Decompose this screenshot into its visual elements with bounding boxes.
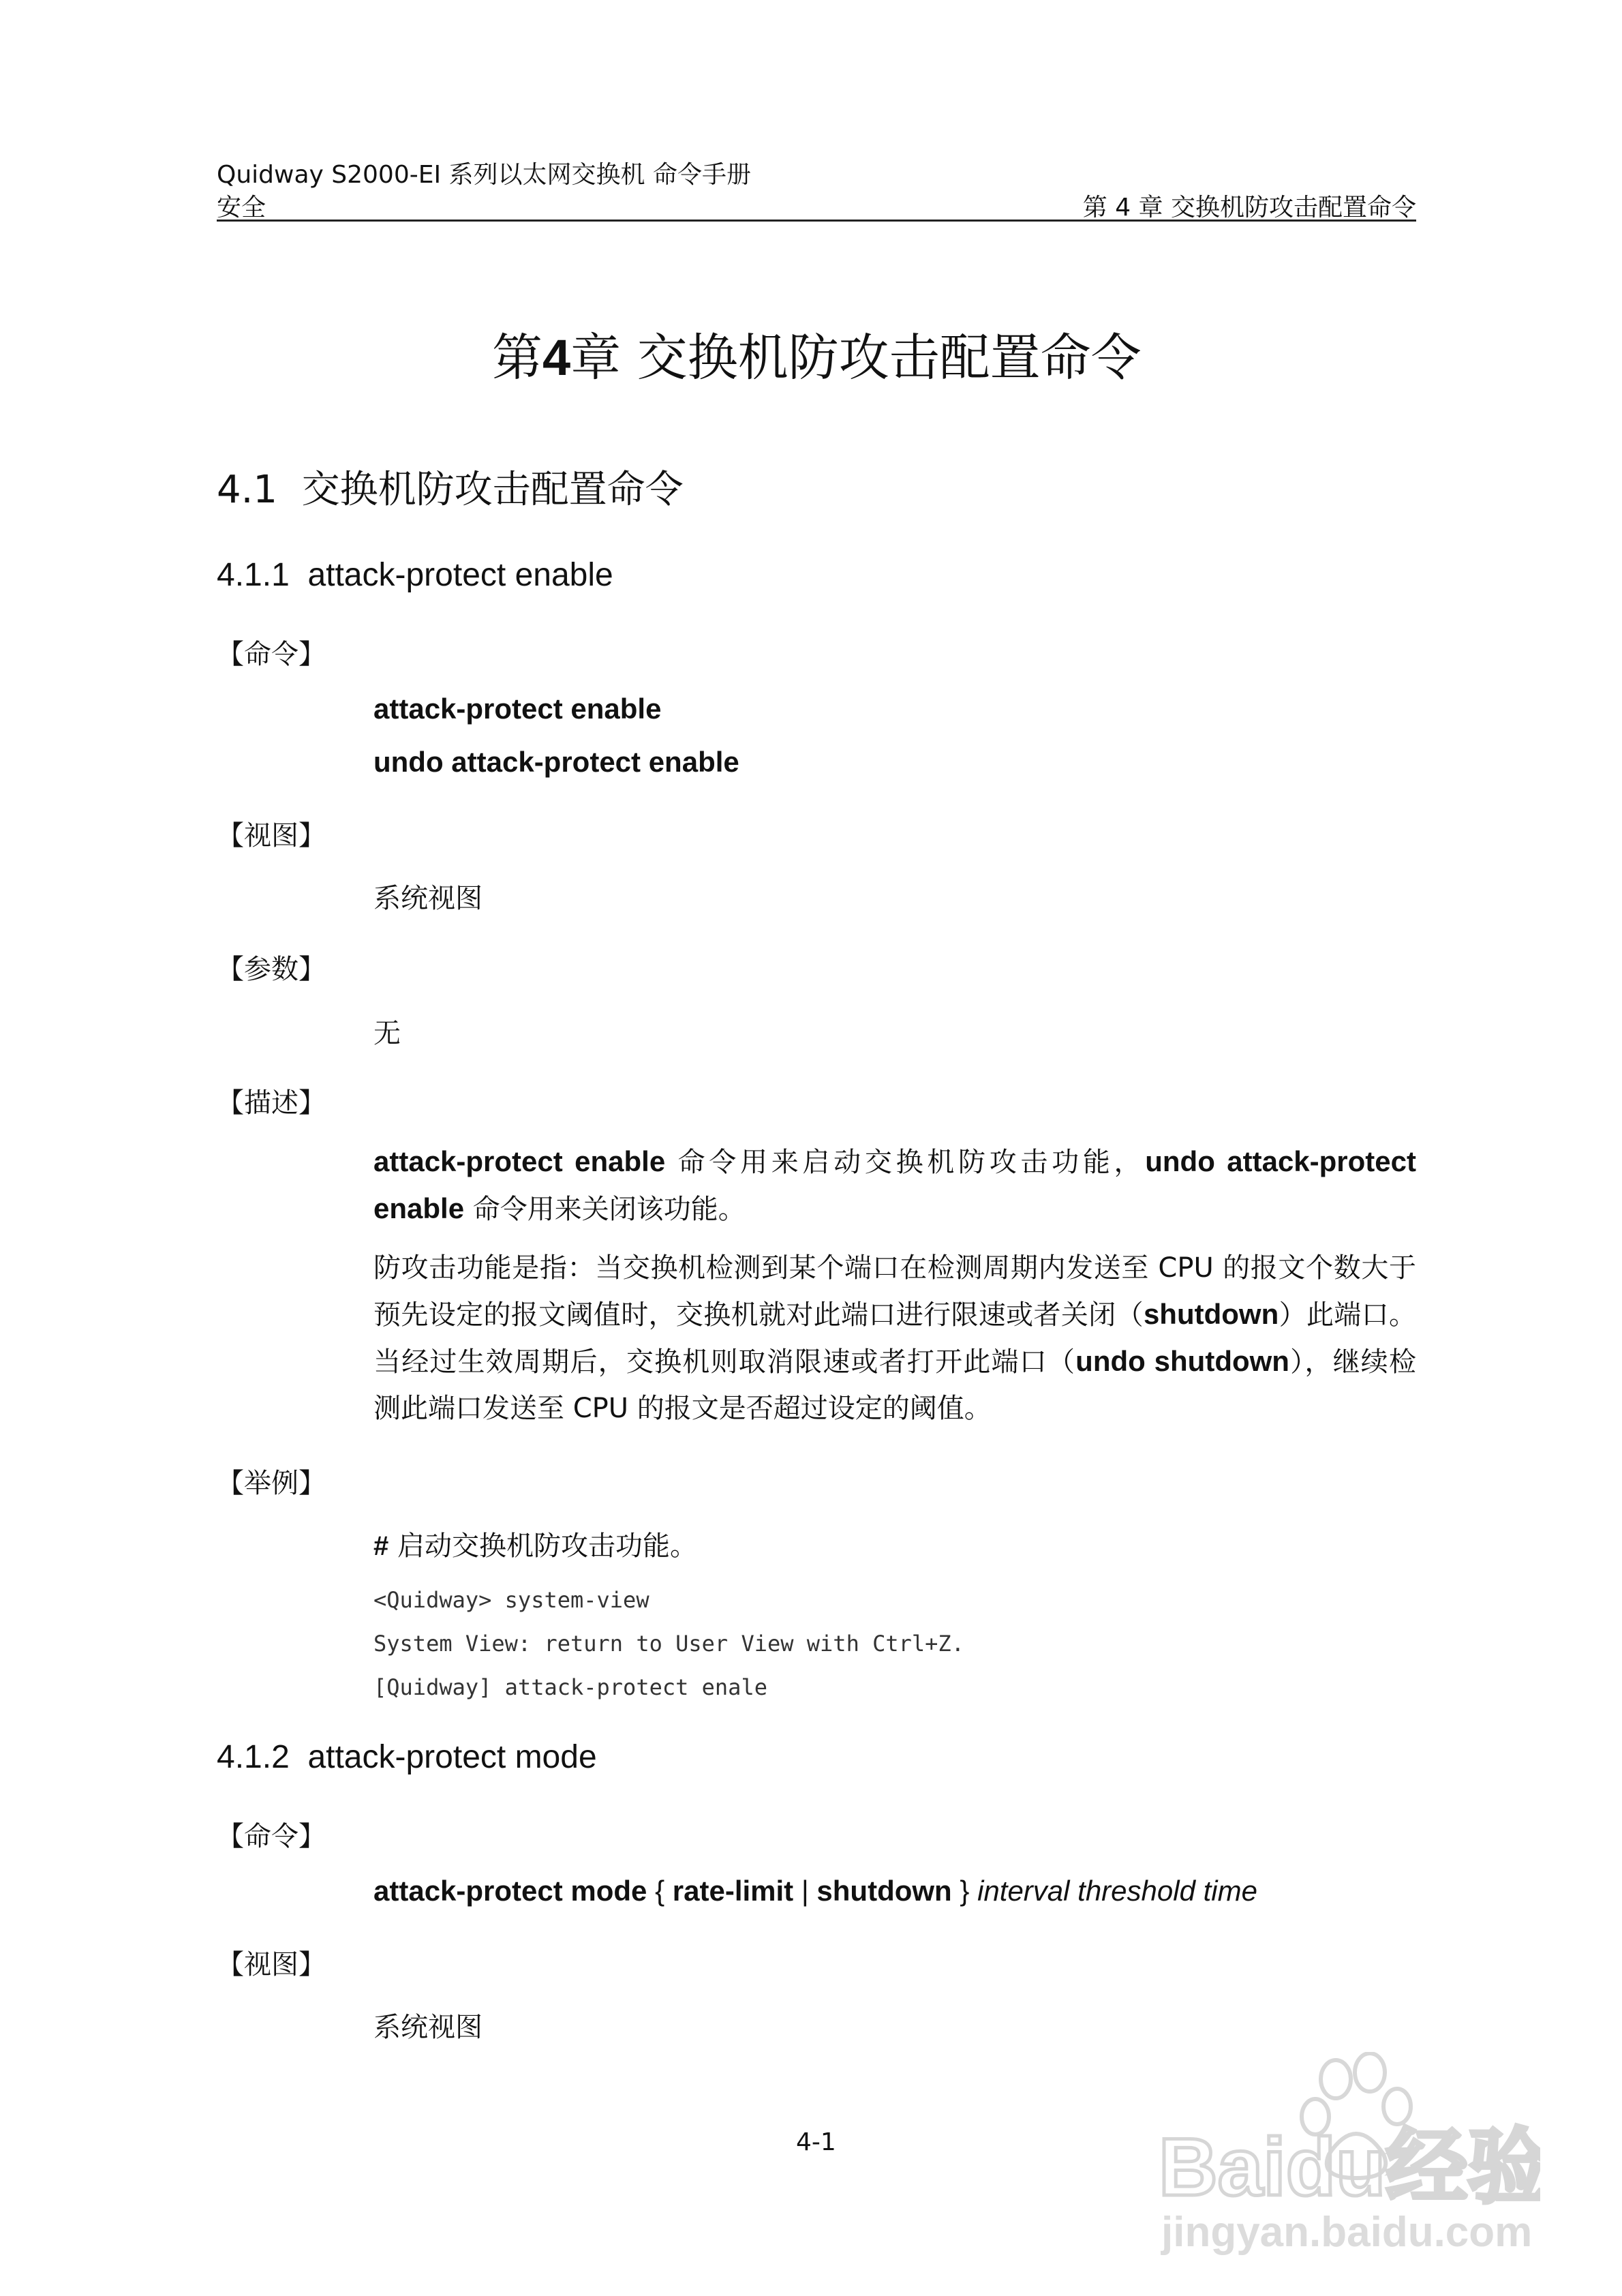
desc-text: ），继续检测此端口发送至 CPU 的报文是否超过设定的阈值。 [373,1346,1417,1424]
header-rule [217,220,1416,222]
desc-text: 命令用来启动交换机防攻击功能， [665,1147,1146,1178]
command-undo-enable: undo attack-protect enable [373,746,739,778]
section-number: 4.1 [217,468,278,512]
chapter-suffix: 章 交换机防攻击配置命令 [570,329,1142,387]
desc-command-undo: undo attack-protect enable [373,1145,1416,1224]
watermark-url: jingyan.baidu.com [1161,2209,1533,2256]
baidu-paw-icon [1159,2052,1540,2256]
subsection-heading-2 [217,1738,597,1776]
code-line: <Quidway> system-view [373,1587,649,1613]
description-paragraph-1 [373,1138,1416,1233]
label-params: 【参数】 [217,954,326,985]
example-intro-text: 启动交换机防攻击功能。 [388,1530,697,1562]
description-paragraph-2 [373,1245,1416,1432]
subsection-heading-1 [217,556,613,594]
command-syntax [373,1875,1257,1907]
label-view: 【视图】 [217,820,326,851]
header-title: Quidway S2000-EI 系列以太网交换机 命令手册 [217,161,751,189]
label-example: 【举例】 [217,1468,326,1499]
section-title: 交换机防攻击配置命令 [301,468,684,512]
syntax-brace: { [647,1875,673,1907]
baidu-watermark [1159,2052,1540,2256]
chapter-title [492,318,1142,390]
params-value: 无 [373,1018,401,1049]
watermark-brand: Baidu经验 [1159,2121,1540,2213]
desc-text: 防攻击功能是指：当交换机检测到某个端口在检测周期内发送至 CPU 的报文个数大于预先设定的报文阈值时，交换机就对此端口进行限速或者关闭（ [373,1252,1416,1331]
page-number: 4-1 [796,2128,836,2156]
syntax-keyword: attack-protect mode [373,1875,647,1907]
label-description: 【描述】 [217,1087,326,1119]
desc-text: ）此端口。当经过生效周期后，交换机则取消限速或者打开此端口（ [373,1299,1417,1378]
desc-undo-shutdown: undo shutdown [1075,1345,1289,1377]
header-section: 安全 [217,194,266,222]
syntax-option-shutdown: shutdown [816,1875,952,1907]
view-value: 系统视图 [373,883,483,914]
syntax-separator: | [793,1875,817,1907]
view-value: 系统视图 [373,2012,483,2043]
subsection-title: attack-protect enable [307,557,613,593]
code-block [373,1587,964,1718]
desc-command-enable: attack-protect enable [373,1145,666,1177]
syntax-option-rate-limit: rate-limit [672,1875,794,1907]
code-line: System View: return to User View with Ctrl+Z. [373,1631,964,1657]
command-enable: attack-protect enable [373,693,662,725]
label-command: 【命令】 [217,1821,326,1852]
subsection-number: 4.1.1 [217,557,290,593]
subsection-number: 4.1.2 [217,1739,290,1775]
header-chapter: 第 4 章 交换机防攻击配置命令 [1082,194,1416,222]
code-line: [Quidway] attack-protect enale [373,1674,767,1700]
syntax-arguments: interval threshold time [977,1875,1257,1907]
chapter-prefix: 第 [492,329,542,387]
subsection-title: attack-protect mode [307,1739,597,1775]
chapter-number: 4 [542,329,571,386]
desc-shutdown: shutdown [1143,1298,1279,1330]
label-command: 【命令】 [217,639,326,670]
label-view: 【视图】 [217,1949,326,1980]
example-hash: # [373,1531,389,1561]
desc-text: 命令用来关闭该功能。 [464,1194,746,1225]
syntax-brace: } [951,1875,978,1907]
example-intro [373,1524,697,1563]
section-heading [217,459,684,514]
